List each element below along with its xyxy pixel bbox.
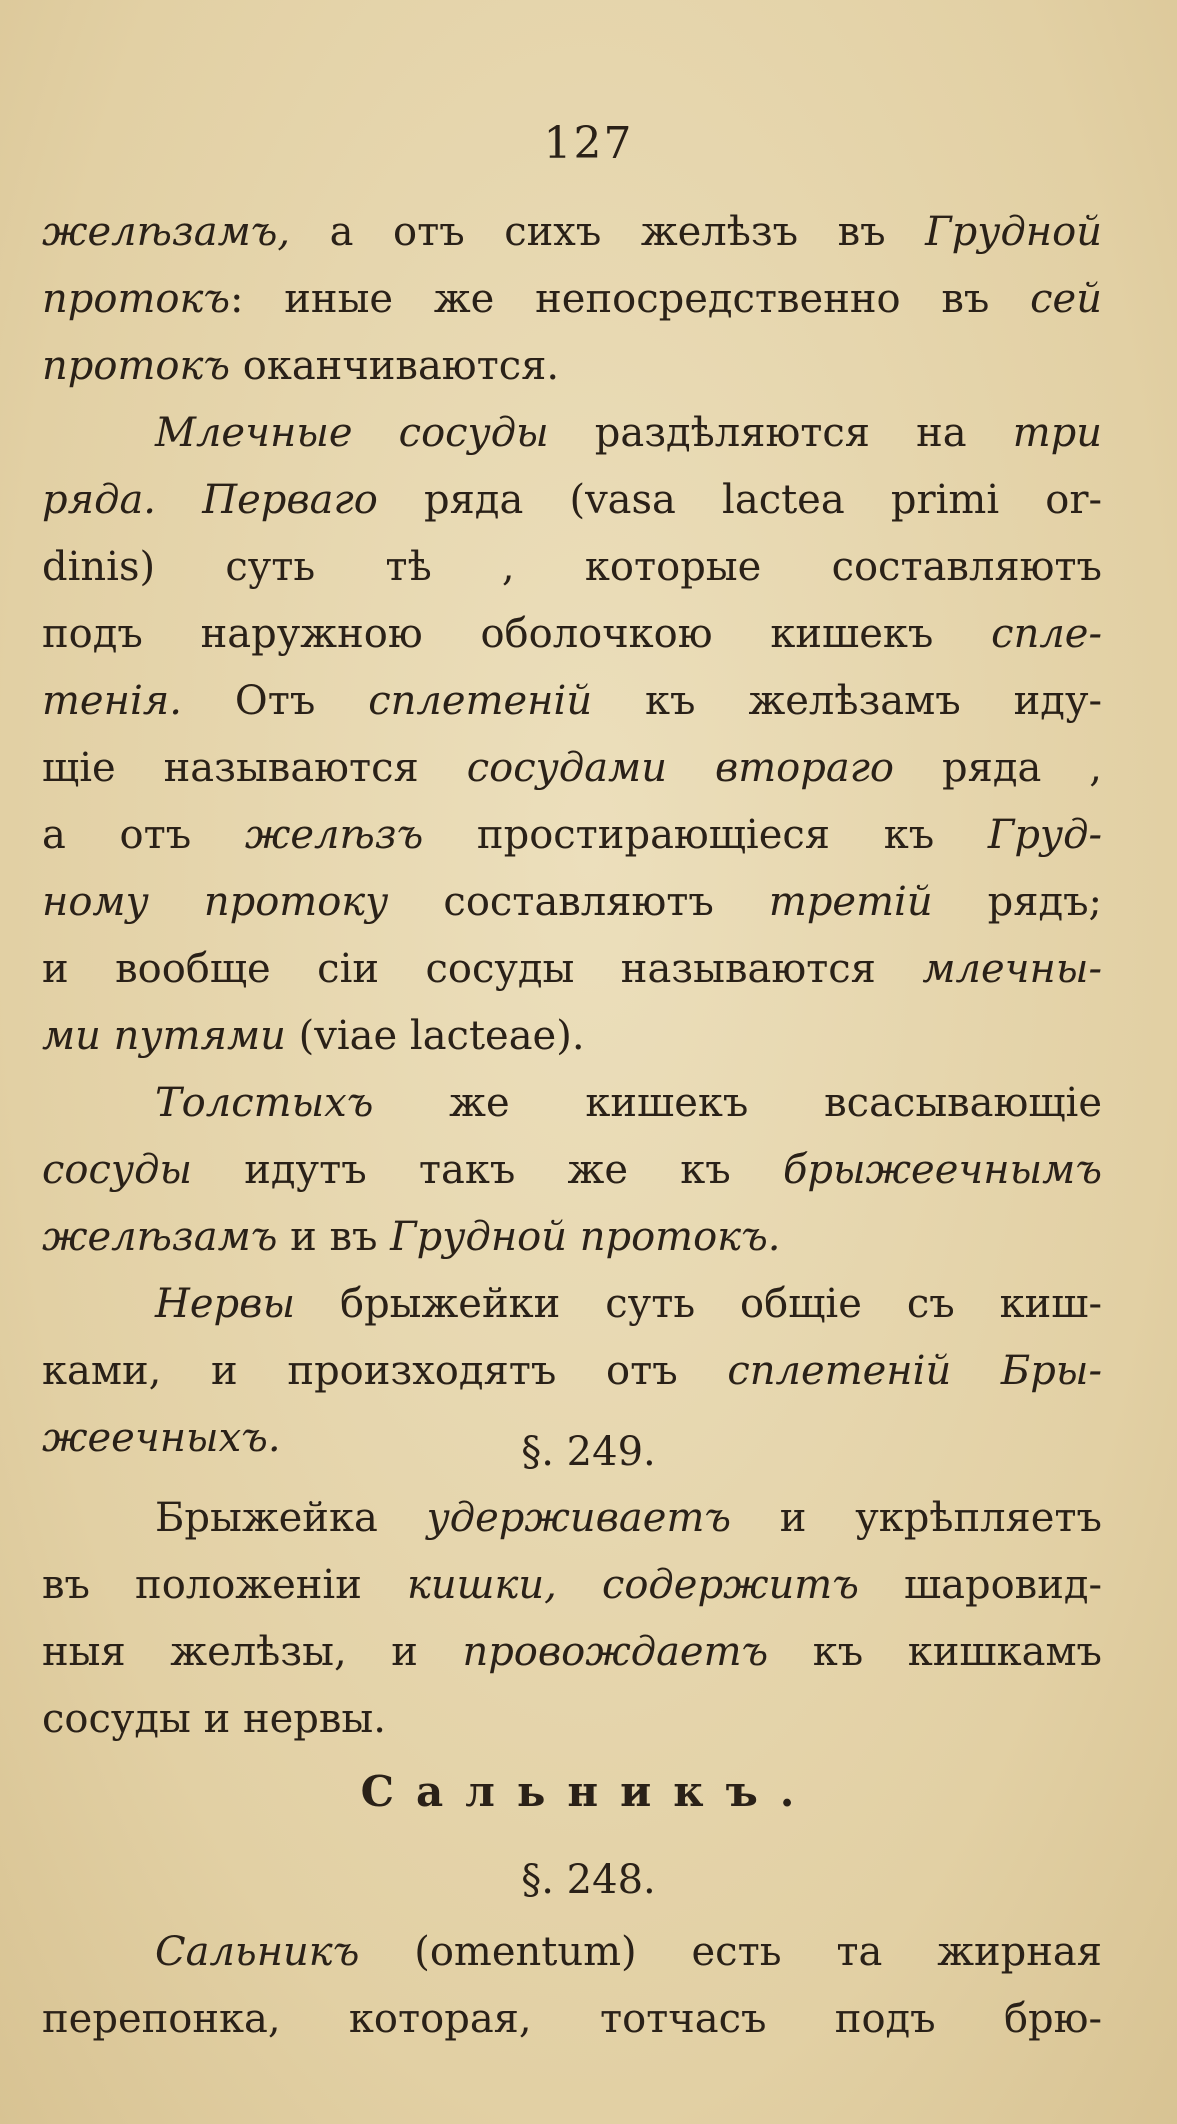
italic-term: сплетеній: [368, 678, 593, 724]
text-segment: [156, 477, 202, 523]
text-segment: а отъ сихъ желѣзъ въ: [290, 209, 926, 255]
text-segment: и укрѣпляетъ: [731, 1495, 1103, 1541]
italic-term: спле-: [991, 611, 1102, 657]
text-line: [155, 1922, 1102, 1982]
text-segment: простирающіеся къ: [423, 812, 988, 858]
text-line: [155, 1488, 1102, 1548]
text-line: [42, 202, 1102, 262]
text-line: [42, 604, 1102, 664]
text-line: [42, 872, 1102, 932]
text-segment: ряда ,: [894, 745, 1102, 791]
italic-term: сосудами втораго: [466, 745, 894, 791]
text-segment: и вообще сіи сосуды называются: [42, 946, 923, 992]
text-segment: же кишекъ всасывающіе: [373, 1080, 1102, 1126]
text-line: [42, 1989, 1102, 2049]
text-line: [42, 1341, 1102, 1401]
section-248-heading: §. 248.: [521, 1857, 656, 1903]
italic-term: Грудной протокъ.: [390, 1214, 781, 1260]
italic-term: третій: [768, 879, 933, 925]
italic-term: ми путями: [42, 1013, 286, 1059]
italic-term: сей: [1030, 276, 1102, 322]
text-segment: Отъ: [181, 678, 369, 724]
italic-term: ному протоку: [42, 879, 389, 925]
italic-term: Сальникъ: [155, 1929, 360, 1975]
text-segment: ныя желѣзы, и: [42, 1629, 463, 1675]
text-line: [42, 1140, 1102, 1200]
italic-term: содержитъ: [601, 1562, 859, 1608]
text-line: [42, 269, 1102, 329]
text-line: [42, 336, 1102, 396]
italic-term: Толстыхъ: [155, 1080, 374, 1126]
text-segment: къ желѣзамъ иду-: [592, 678, 1102, 724]
italic-term: Грудной: [925, 209, 1102, 255]
text-segment: раздѣляются на: [548, 410, 1013, 456]
text-segment: (viae lacteae).: [285, 1013, 585, 1059]
text-segment: сосуды и нервы.: [42, 1696, 386, 1742]
text-line: [42, 470, 1102, 530]
text-segment: рядъ;: [932, 879, 1103, 925]
text-segment: [557, 1562, 602, 1608]
italic-term: ряда.: [42, 477, 157, 523]
text-line: [42, 1207, 1102, 1267]
text-segment: перепонка, которая, тотчасъ подъ брю-: [42, 1996, 1102, 2042]
text-segment: а отъ: [42, 812, 245, 858]
text-line: [42, 1555, 1102, 1615]
italic-term: млечны-: [922, 946, 1102, 992]
text-segment: шаровид-: [858, 1562, 1102, 1608]
italic-term: кишки,: [406, 1562, 557, 1608]
text-segment: ками, и произходятъ отъ: [42, 1348, 728, 1394]
italic-term: желѣзамъ: [42, 1214, 278, 1260]
italic-term: жеечныхъ.: [42, 1415, 281, 1461]
text-line: [42, 738, 1102, 798]
italic-term: Груд-: [987, 812, 1102, 858]
text-line: [42, 537, 1102, 597]
text-segment: dinis) суть тѣ , которые составляютъ: [42, 544, 1102, 590]
text-segment: оканчиваются.: [230, 343, 560, 389]
italic-term: Млечные сосуды: [155, 410, 549, 456]
italic-term: желѣзамъ,: [42, 209, 291, 255]
italic-term: Перваго: [202, 477, 378, 523]
text-line: [42, 1689, 1102, 1749]
italic-term: брыжеечнымъ: [782, 1147, 1102, 1193]
italic-term: тенія.: [42, 678, 182, 724]
text-line: [42, 805, 1102, 865]
text-segment: подъ наружною оболочкою кишекъ: [42, 611, 992, 657]
text-line: [42, 939, 1102, 999]
text-segment: Брыжейка: [155, 1495, 427, 1541]
text-segment: : иные же непосредственно въ: [230, 276, 1031, 322]
text-segment: ряда (vasa lactea primi or-: [377, 477, 1103, 523]
chapter-heading: Сальникъ.: [360, 1767, 817, 1816]
italic-term: протокъ: [42, 276, 231, 322]
text-line: [155, 403, 1102, 463]
italic-term: удерживаетъ: [426, 1495, 732, 1541]
text-line: [155, 1073, 1102, 1133]
text-line: [42, 671, 1102, 731]
text-segment: брыжейки суть общіе съ киш-: [295, 1281, 1102, 1327]
italic-term: три: [1012, 410, 1103, 456]
text-segment: составляютъ: [388, 879, 769, 925]
text-segment: (omentum) есть та жирная: [359, 1929, 1102, 1975]
text-segment: идутъ такъ же къ: [192, 1147, 783, 1193]
text-segment: въ положеніи: [42, 1562, 407, 1608]
text-line: [42, 1622, 1102, 1682]
italic-term: сосуды: [42, 1147, 193, 1193]
text-line: [155, 1274, 1102, 1334]
italic-term: Нервы: [155, 1281, 296, 1327]
text-segment: къ кишкамъ: [768, 1629, 1103, 1675]
section-249-heading: §. 249.: [521, 1429, 656, 1475]
text-line: [42, 1006, 1102, 1066]
italic-term: протокъ: [42, 343, 231, 389]
italic-term: желѣзъ: [244, 812, 424, 858]
text-segment: и въ: [277, 1214, 391, 1260]
italic-term: провождаетъ: [462, 1629, 769, 1675]
text-segment: щіе называются: [42, 745, 467, 791]
italic-term: сплетеній Бры-: [727, 1348, 1102, 1394]
page-number: 127: [543, 118, 634, 169]
